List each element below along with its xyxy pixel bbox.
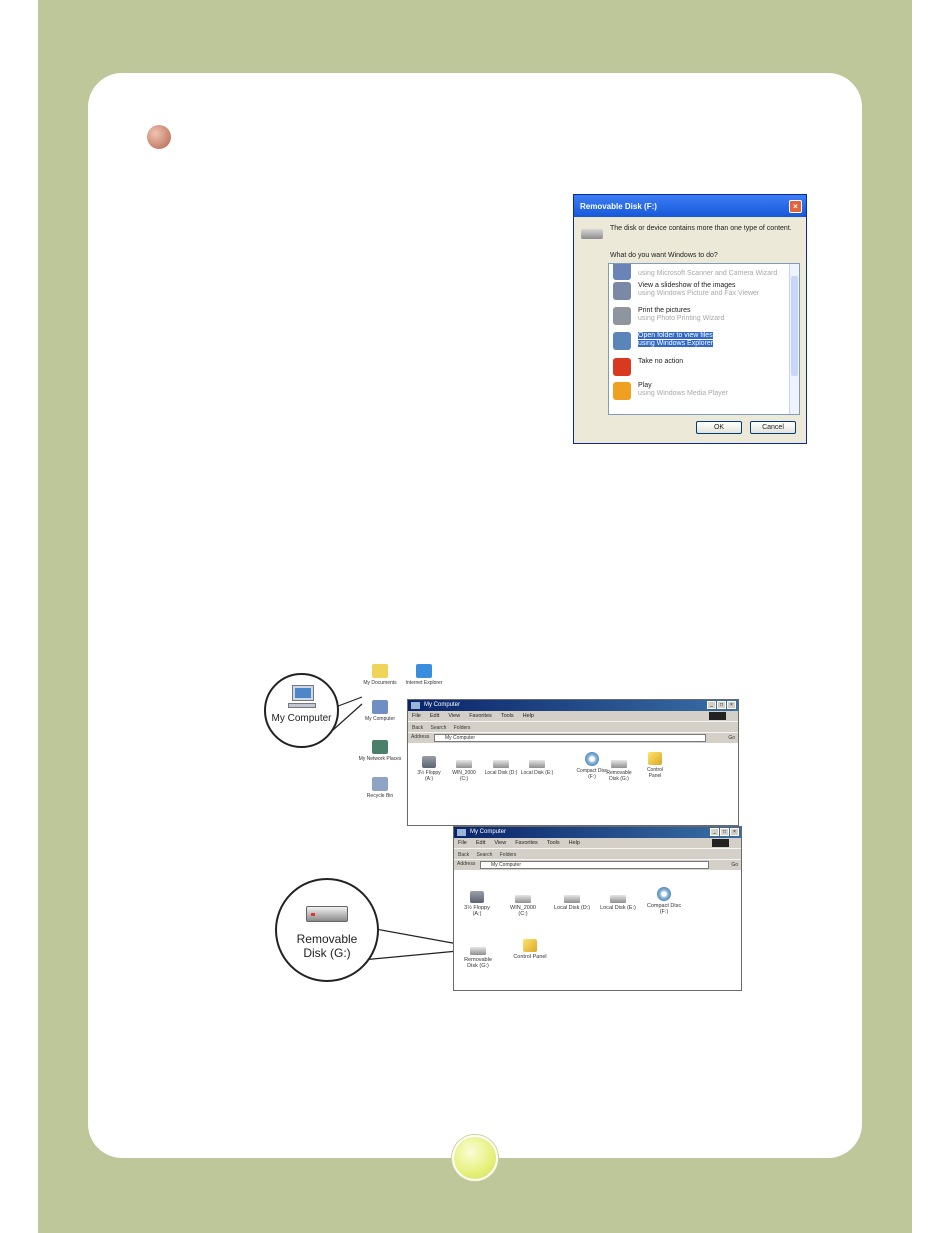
address-label: Address — [411, 734, 430, 740]
address-bar — [408, 732, 738, 743]
compact-disc-icon — [585, 752, 599, 766]
menu-bar — [408, 711, 738, 721]
drive-label: Removable Disk (G:) — [606, 770, 632, 782]
toolbar — [408, 721, 738, 732]
drive-item[interactable] — [450, 756, 478, 782]
drive-icon — [610, 895, 626, 903]
drive-label: 3½ Floppy (A:) — [464, 905, 490, 917]
floppy-icon — [470, 891, 484, 903]
drive-label: WIN_2000 (C:) — [510, 905, 536, 917]
drive-item[interactable] — [414, 756, 444, 782]
close-icon[interactable]: × — [730, 828, 739, 836]
my-computer-callout-label: My Computer — [271, 713, 332, 724]
cancel-button[interactable]: Cancel — [750, 421, 796, 434]
drive-icon — [529, 760, 545, 768]
drive-item[interactable] — [596, 891, 640, 911]
menu-item[interactable]: Help — [522, 713, 534, 719]
action-label: Take no action — [638, 358, 684, 365]
drive-item[interactable] — [508, 939, 552, 960]
window-titlebar — [454, 827, 741, 838]
menu-item[interactable]: Favorites — [515, 840, 538, 846]
menu-item[interactable]: File — [458, 840, 467, 846]
back-button[interactable]: Back — [458, 852, 470, 858]
window-icon — [457, 829, 466, 836]
menu-item[interactable]: Favorites — [469, 713, 492, 719]
drive-label: 3½ Floppy (A:) — [417, 770, 441, 782]
menu-item[interactable]: Help — [568, 840, 580, 846]
action-sublabel: using Windows Explorer — [638, 340, 714, 347]
action-label: Print the pictures — [638, 307, 691, 314]
desktop-icon-label: My Documents — [363, 680, 397, 686]
compact-disc-icon — [657, 887, 671, 901]
drive-item[interactable] — [484, 756, 518, 776]
action-label: Open folder to view files — [638, 332, 713, 339]
go-button[interactable]: Go — [731, 862, 738, 868]
drive-icon — [470, 947, 486, 955]
drive-label: Control Panel — [513, 954, 547, 960]
drive-item[interactable] — [604, 756, 634, 782]
dialog-info-text: The disk or device contains more than one type of content. — [610, 225, 792, 232]
address-input[interactable]: My Computer — [480, 861, 709, 869]
drive-label: Compact Disc (F:) — [576, 768, 608, 780]
drive-item[interactable] — [462, 891, 492, 917]
minimize-icon[interactable]: _ — [710, 828, 719, 836]
drive-item[interactable] — [642, 887, 686, 915]
windows-logo-icon — [712, 839, 729, 847]
drive-item[interactable] — [640, 752, 670, 779]
drive-item[interactable] — [520, 756, 554, 776]
drive-label: Local Disk (E:) — [520, 770, 554, 776]
action-sublabel: using Photo Printing Wizard — [638, 315, 725, 322]
minimize-icon[interactable]: _ — [707, 701, 716, 709]
maximize-icon[interactable]: □ — [720, 828, 729, 836]
drive-label: Control Panel — [646, 767, 664, 779]
control-panel-icon — [648, 752, 662, 765]
drive-icon — [456, 760, 472, 768]
desktop-icon-label: My Computer — [364, 716, 395, 722]
drive-label: Compact Disc (F:) — [646, 903, 682, 915]
window-titlebar — [408, 700, 738, 711]
menu-item[interactable]: File — [412, 713, 421, 719]
removable-disk-callout-label: Removable Disk (G:) — [296, 932, 358, 960]
folders-button[interactable]: Folders — [453, 725, 471, 731]
menu-bar — [454, 838, 741, 848]
window-title: My Computer — [424, 702, 461, 708]
dialog-title: Removable Disk (F:) — [580, 202, 657, 211]
action-label: Play — [638, 382, 652, 389]
drive-item[interactable] — [506, 891, 540, 917]
address-bar — [454, 859, 741, 870]
folders-button[interactable]: Folders — [499, 852, 517, 858]
drive-item[interactable] — [462, 943, 494, 969]
drive-label: Local Disk (D:) — [553, 905, 591, 911]
address-input[interactable]: My Computer — [434, 734, 706, 742]
drive-label: Removable Disk (G:) — [464, 957, 492, 969]
floppy-icon — [422, 756, 436, 768]
menu-item[interactable]: Tools — [546, 840, 560, 846]
my-computer-icon — [288, 685, 316, 711]
menu-item[interactable]: Tools — [500, 713, 514, 719]
removable-disk-icon — [306, 906, 348, 922]
window-title: My Computer — [470, 829, 507, 835]
toolbar — [454, 848, 741, 859]
desktop-icon-label: Recycle Bin — [366, 793, 394, 799]
drive-icon — [611, 760, 627, 768]
my-computer-window-large — [453, 826, 742, 991]
go-button[interactable]: Go — [728, 735, 735, 741]
control-panel-icon — [523, 939, 537, 952]
ok-button[interactable]: OK — [696, 421, 742, 434]
drive-icon — [564, 895, 580, 903]
drive-label: Local Disk (D:) — [484, 770, 518, 776]
action-sublabel: using Windows Picture and Fax Viewer — [638, 290, 760, 297]
desktop-icon-label: My Network Places — [358, 756, 402, 762]
menu-item[interactable]: Edit — [429, 713, 440, 719]
my-computer-window-small — [407, 699, 739, 826]
close-icon[interactable]: × — [727, 701, 736, 709]
menu-item[interactable]: View — [448, 713, 461, 719]
maximize-icon[interactable]: □ — [717, 701, 726, 709]
action-label: View a slideshow of the images — [638, 282, 736, 289]
drive-icon — [515, 895, 531, 903]
search-button[interactable]: Search — [476, 852, 493, 858]
close-icon[interactable]: × — [789, 200, 802, 213]
page-number-marker — [452, 1135, 498, 1181]
drive-label: Local Disk (E:) — [600, 905, 636, 911]
removable-disk-callout — [275, 878, 379, 982]
menu-item[interactable]: View — [494, 840, 507, 846]
action-sublabel: using Windows Media Player — [638, 390, 728, 397]
windows-logo-icon — [709, 712, 726, 720]
desktop-icon-label: Internet Explorer — [405, 680, 443, 686]
dialog-question: What do you want Windows to do? — [610, 252, 718, 259]
address-label: Address — [457, 861, 476, 867]
menu-item[interactable]: Edit — [475, 840, 486, 846]
my-computer-callout — [264, 673, 339, 748]
drive-item[interactable] — [550, 891, 594, 911]
drive-icon — [493, 760, 509, 768]
window-icon — [411, 702, 420, 709]
search-button[interactable]: Search — [430, 725, 447, 731]
action-sublabel: using Microsoft Scanner and Camera Wizard — [638, 270, 778, 277]
back-button[interactable]: Back — [412, 725, 424, 731]
drive-label: WIN_2000 (C:) — [452, 770, 476, 782]
